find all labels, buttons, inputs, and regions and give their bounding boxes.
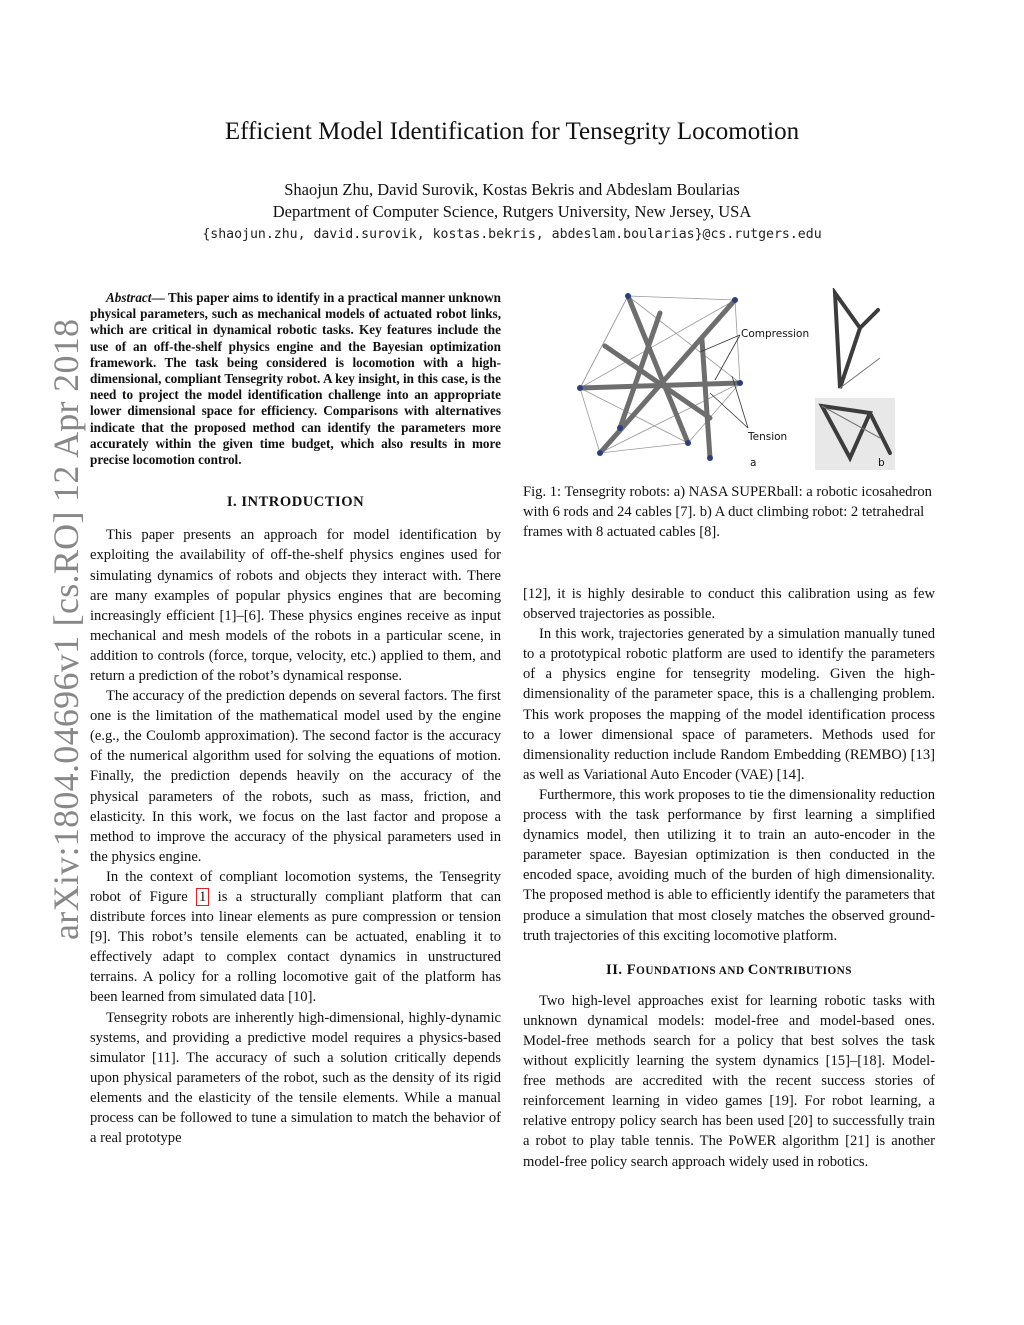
abstract-label: Abstract xyxy=(106,290,152,305)
foundations-paragraph-1: Two high-level approaches exist for learning robotic tasks with unknown dynamical models: model-free and model-based ones. Model-free methods search for a policy that best solves the task without explicitly learning the system dynamics [15]–[18]. Model-free methods are accredited with the recent success stories of reinforcement learning in video games [19]. For robot learning, a relative entropy policy search has been used [20] to successfully train a robot to play table tennis. The PoWER algorithm [21] is another model-free policy search approach widely used in robotics. xyxy=(523,992,935,1170)
intro-paragraph-3 xyxy=(90,867,501,1008)
section1-title: INTRODUCTION xyxy=(241,494,365,511)
intro-paragraph-3-end: is a structurally compliant platform that can distribute forces into linear elements as pure compression or tension [9]. This robot’s tensile elements can be actuated, enabling it to effectively adapt to complex contact dynamics in unstructured terrains. A policy for a rolling locomotive gait of the platform has been learned from simulated data [10]. xyxy=(90,889,501,1006)
left-column xyxy=(90,290,501,1148)
right-column xyxy=(523,584,935,1172)
section2-title-part1: OUNDATIONS AND xyxy=(636,964,748,977)
section-heading-introduction xyxy=(90,492,501,512)
affiliation: Department of Computer Science, Rutgers University, New Jersey, USA xyxy=(272,202,752,221)
duct-climbing-robot-image xyxy=(815,293,895,470)
intro-paragraph-4: Tensegrity robots are inherently high-dimensional, highly-dynamic systems, and providing a predictive model requires a physics-based simulator [11]. The accuracy of such a solution critically depends upon physical parameters of the robot, such as the density of its rigid elements and the elasticity of the tensile elements. While a manual process can be followed to tune a simulation to match the behavior of a real prototype xyxy=(90,1009,501,1147)
section2-title-initial-c: C xyxy=(747,961,759,978)
abstract xyxy=(90,290,501,468)
author-emails: {shaojun.zhu, david.surovik, kostas.bekris, abdeslam.boularias}@cs.rutgers.edu xyxy=(202,227,822,242)
intro-paragraph-6: In this work, trajectories generated by a simulation manually tuned to a prototypical robotic platform are used to identify the parameters of a physics engine for tensegrity modeling. Given the high-dimensionality of the parameter space, this is a challenging problem. This work proposes the mapping of the model identification process to a lower dimensional space of parameters. Methods used for dimensionality reduction include Random Embedding (REMBO) [13] as well as Variational Auto Encoder (VAE) [14]. xyxy=(523,626,935,783)
intro-paragraph-7: Furthermore, this work proposes to tie the dimensionality reduction process with the task performance by first learning a simplified dynamics model, then utilizing it to train an auto-encoder in the parameter space. Bayesian optimization is then conducted in the encoded space, avoiding much of the burden of high dimensionality. The proposed method is able to efficiently identify the parameters that produce a simulation that most closely matches the observed ground-truth trajectories of this exciting locomotive platform. xyxy=(523,786,935,944)
intro-paragraph-5: [12], it is highly desirable to conduct this calibration using as few observed trajectories as possible. xyxy=(523,586,935,623)
figure-1-caption: Fig. 1: Tensegrity robots: a) NASA SUPERball: a robotic icosahedron with 6 rods and 24 cables [7]. b) A duct climbing robot: 2 tetrahedral frames with 8 actuated cables [8]. xyxy=(523,484,932,541)
subfigure-b-label: b xyxy=(878,457,885,469)
tensegrity-illustration xyxy=(560,288,900,473)
figure-1-link[interactable]: 1 xyxy=(196,888,209,906)
tension-label: Tension xyxy=(748,431,788,443)
intro-paragraph-2: The accuracy of the prediction depends on several factors. The first one is the limitation of the mathematical model used by the engine (e.g., the Coulomb approximation). The second factor is the accuracy of the numerical algorithm used for solving the equations of motion. Finally, the prediction depends heavily on the accuracy of the physical parameters of the robots, such as mass, friction, and elasticity. In this work, we focus on the last factor and propose a method to improve the accuracy of the physical parameters used in the physics engine. xyxy=(90,688,501,865)
abstract-dash: — xyxy=(151,290,168,305)
paper-title: Efficient Model Identification for Tensegrity Locomotion xyxy=(224,118,800,145)
author-list: Shaojun Zhu, David Surovik, Kostas Bekris and Abdeslam Boularias xyxy=(284,180,740,199)
intro-paragraph-1: This paper presents an approach for model identification by exploiting the availability of off-the-shelf physics engines used for simulating dynamics of robots and objects they interact with. There are many examples of popular physics engines that are becoming increasingly efficient [1]–[6]. These physics engines receive as input mechanical and mesh models of the robots in a particular scene, in addition to controls (force, torque, velocity, etc.) applied to them, and return a prediction of the robot’s dynamical response. xyxy=(90,527,501,684)
abstract-text: This paper aims to identify in a practical manner unknown physical parameters, such as mechanical models of actuated robot links, which are critical in dynamical robotic tasks. Key features include the use of an off-the-shelf physics engine and the Bayesian optimization framework. The task being considered is locomotion with a high-dimensional, compliant Tensegrity robot. A key insight, in this case, is the need to project the model identification challenge into an appropriate lower dimensional space for efficiency. Comparisons with alternatives indicate that the proposed method can identify the parameters more accurately within the given time budget, which also results in more precise locomotion control. xyxy=(90,290,502,468)
superball-robot-image xyxy=(577,293,809,469)
compression-label: Compression xyxy=(741,328,810,340)
compression-rods xyxy=(580,296,740,458)
arxiv-side-label: arXiv:1804.04696v1 [cs.RO] 12 Apr 2018 xyxy=(46,318,86,940)
section2-number: II. xyxy=(606,961,623,978)
intro-paragraph-3-start: In the context of compliant locomotion systems, the Tensegrity robot of Figure xyxy=(90,868,501,906)
subfigure-a-label: a xyxy=(750,457,757,469)
section1-number: I. xyxy=(226,494,238,511)
figure-1 xyxy=(560,288,900,473)
section2-title-part2: ONTRIBUTIONS xyxy=(758,964,852,977)
section2-title-initial-f: F xyxy=(626,961,637,978)
section-heading-foundations xyxy=(523,960,935,981)
